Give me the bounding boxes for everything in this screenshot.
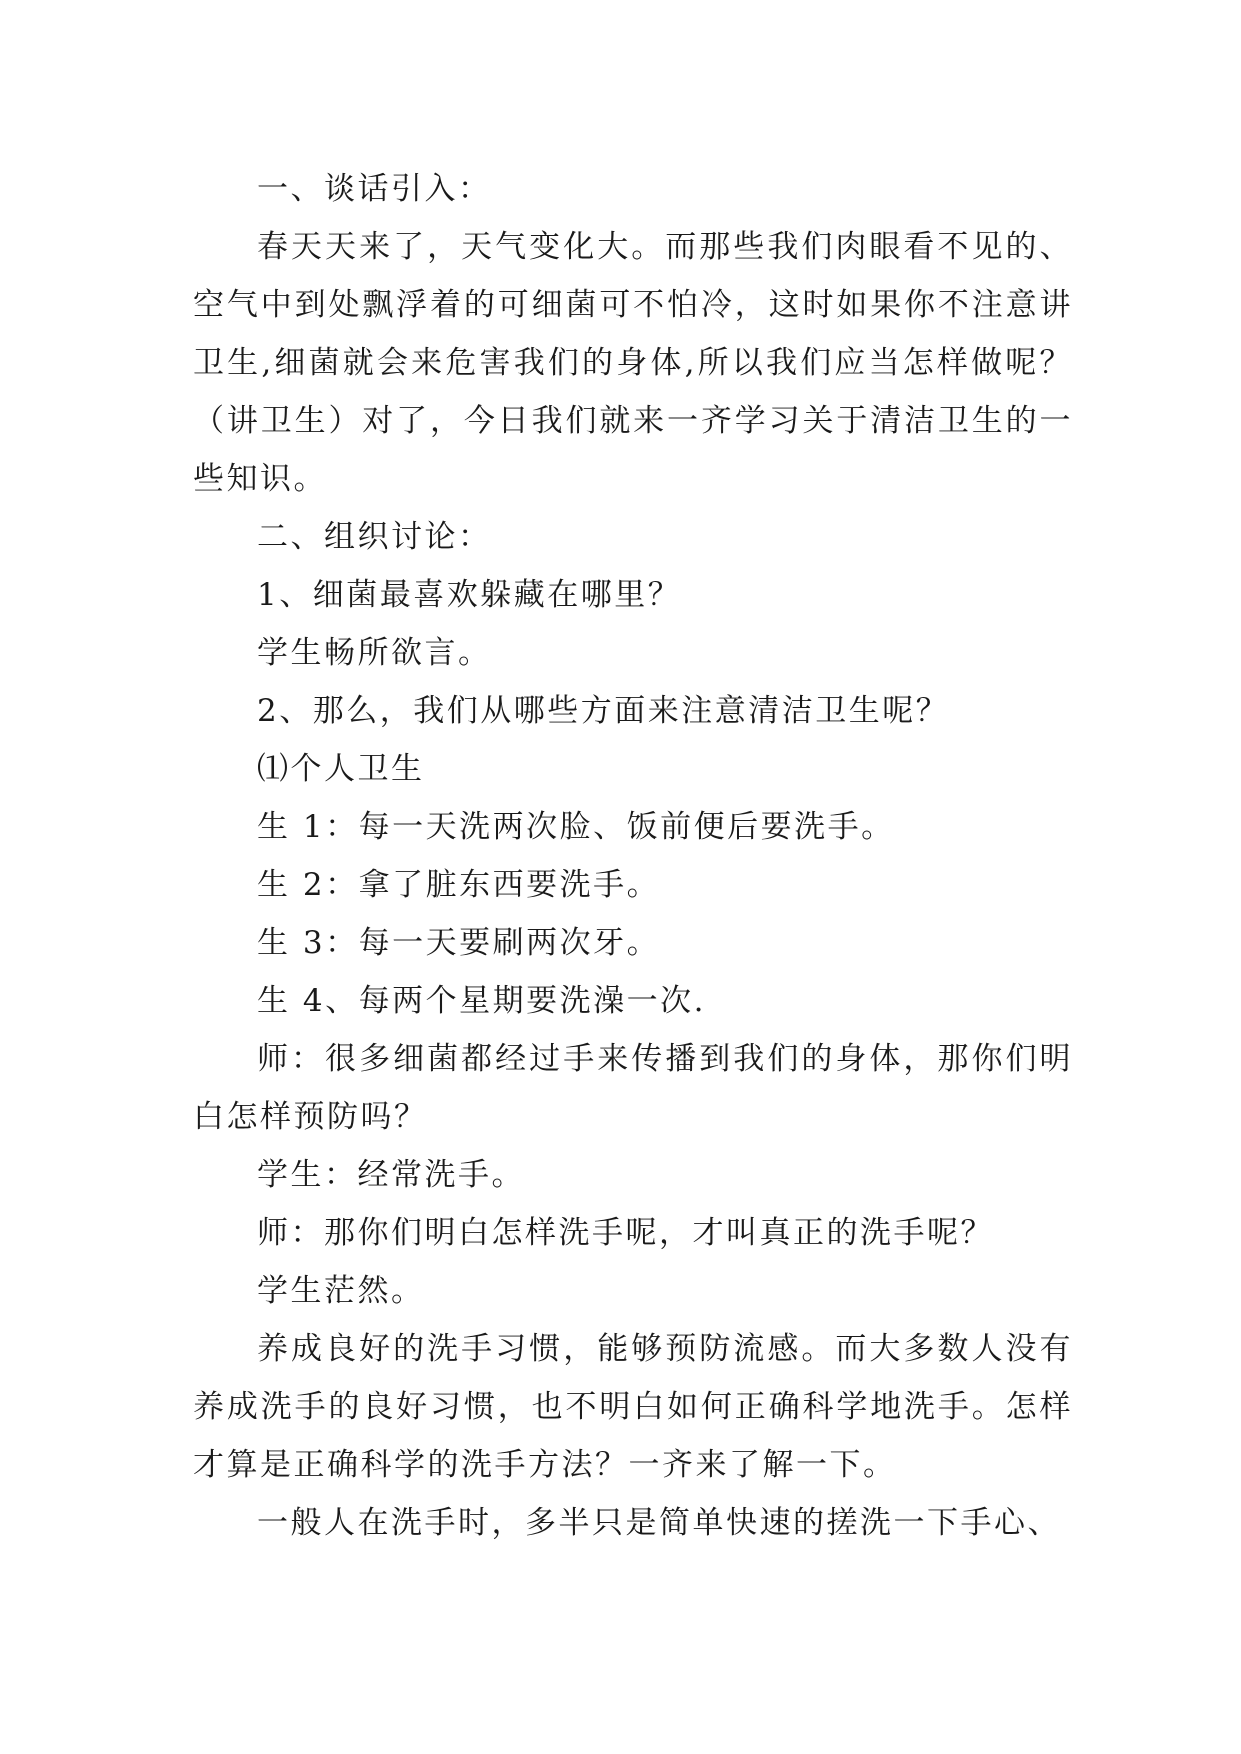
student-answer: 生 3：每一天要刷两次牙。: [257, 925, 661, 961]
question-item: 1、细菌最喜欢躲藏在哪里？: [257, 577, 682, 613]
document-body: [193, 160, 1073, 1552]
paragraph: 养成良好的洗手习惯，能够预防流感。而大多数人没有养成洗手的良好习惯，也不明白如何正确科学地洗手。怎样才算是正确科学的洗手方法？一齐来了解一下。: [193, 1331, 1073, 1483]
paragraph: 一般人在洗手时，多半只是简单快速的搓洗一下手心、: [257, 1505, 1061, 1541]
teacher-line: 师：那你们明白怎样洗手呢，才叫真正的洗手呢？: [257, 1215, 994, 1251]
section-heading-discussion: 二、组织讨论：: [257, 519, 492, 555]
student-answer: 生 2：拿了脏东西要洗手。: [257, 867, 661, 903]
student-answer: 生 1：每一天洗两次脸、饭前便后要洗手。: [257, 809, 895, 845]
paragraph: 学生茫然。: [257, 1273, 425, 1309]
paragraph: 春天天来了，天气变化大。而那些我们肉眼看不见的、空气中到处飘浮着的可细菌可不怕冷，这时如果你不注意讲卫生,细菌就会来危害我们的身体,所以我们应当怎样做呢？（讲卫生）对了，今日我们就来一齐学习关于清洁卫生的一些知识。: [193, 229, 1073, 497]
subsection-heading: ⑴个人卫生: [257, 751, 425, 787]
question-item: 2、那么，我们从哪些方面来注意清洁卫生呢？: [257, 693, 950, 729]
teacher-line: 师：很多细菌都经过手来传播到我们的身体，那你们明白怎样预防吗？: [193, 1041, 1073, 1135]
paragraph: 学生畅所欲言。: [257, 635, 492, 671]
section-heading-intro: 一、谈话引入：: [257, 171, 492, 207]
student-answer: 学生：经常洗手。: [257, 1157, 525, 1193]
student-answer: 生 4、每两个星期要洗澡一次.: [257, 983, 706, 1019]
